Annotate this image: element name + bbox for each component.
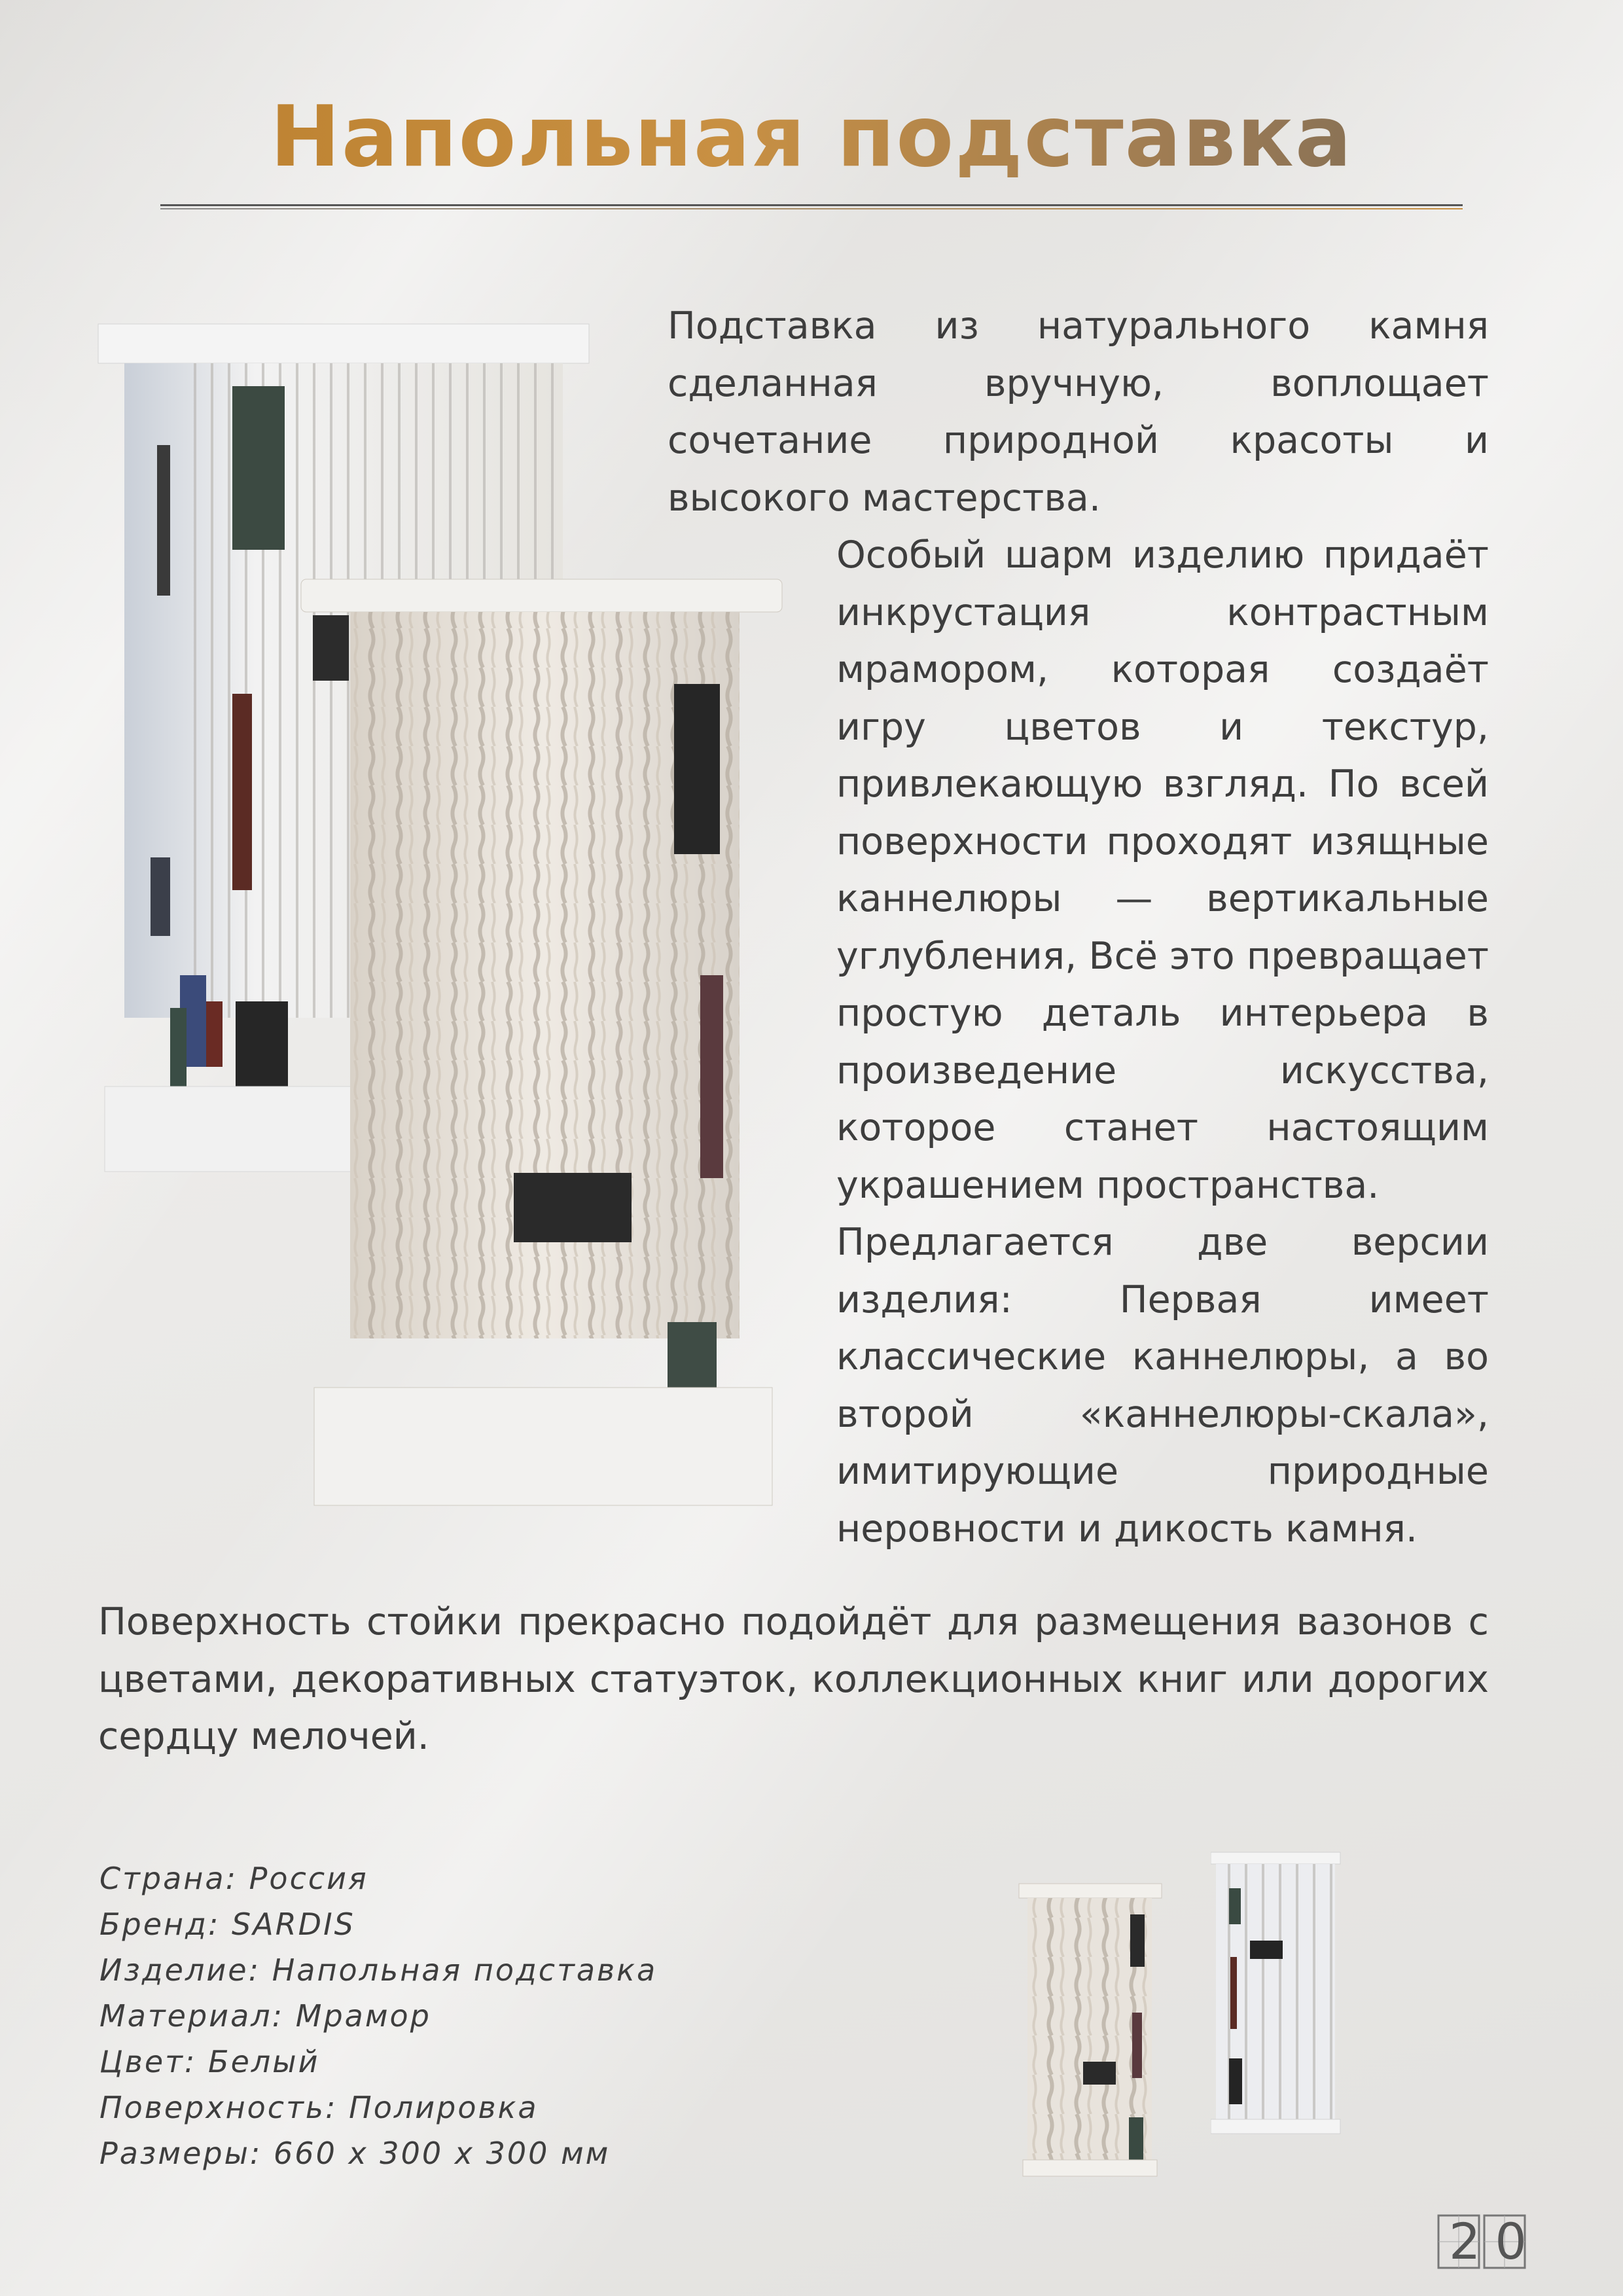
intro-paragraph: Подставка из натурального камня сделанная вручную, воплощает сочетание природной красоты и высокого мастерства.	[668, 304, 1489, 520]
title-divider-gold	[160, 208, 1463, 209]
thumbnail-classic-fluted	[1211, 1849, 1342, 2144]
thumbnail-rock-fluted	[1018, 1878, 1168, 2179]
spec-surface: Поверхность: Полировка	[99, 2090, 539, 2125]
spec-list	[99, 1856, 657, 2176]
inlay-paragraph: Особый шарм изделию придаёт инкрустация контрастным мрамором, которая создаёт игру цветов и текстур, привлекающую взгляд. По всей поверхности проходят изящные каннелюры — вертикальные углубления, Всё это превращает простую деталь интерьера в произведение искусства, которое станет настоящим украшением пространства.	[836, 533, 1489, 1207]
spec-product: Изделие: Напольная подставка	[99, 1952, 658, 1988]
title-divider	[160, 204, 1463, 206]
spec-size: Размеры: 660 x 300 x 300 мм	[99, 2136, 611, 2171]
versions-paragraph: Предлагается две версии изделия: Первая имеет классические каннелюры, а во второй «каннелюры-скала», имитирующие природные неровности и дикость камня.	[836, 1221, 1489, 1551]
page-title: Напольная подставка	[0, 88, 1623, 186]
spec-brand: Бренд: SARDIS	[99, 1907, 355, 1942]
usage-paragraph: Поверхность стойки прекрасно подойдёт для размещения вазонов с цветами, декоративных статуэток, коллекционных книг или дорогих сердцу мелочей.	[98, 1600, 1489, 1758]
page-number-text: 20	[1449, 2212, 1541, 2270]
spec-color: Цвет: Белый	[99, 2044, 320, 2079]
page-number	[1437, 2212, 1541, 2271]
spec-material: Материал: Мрамор	[99, 1998, 431, 2034]
spec-country: Страна: Россия	[99, 1861, 368, 1896]
